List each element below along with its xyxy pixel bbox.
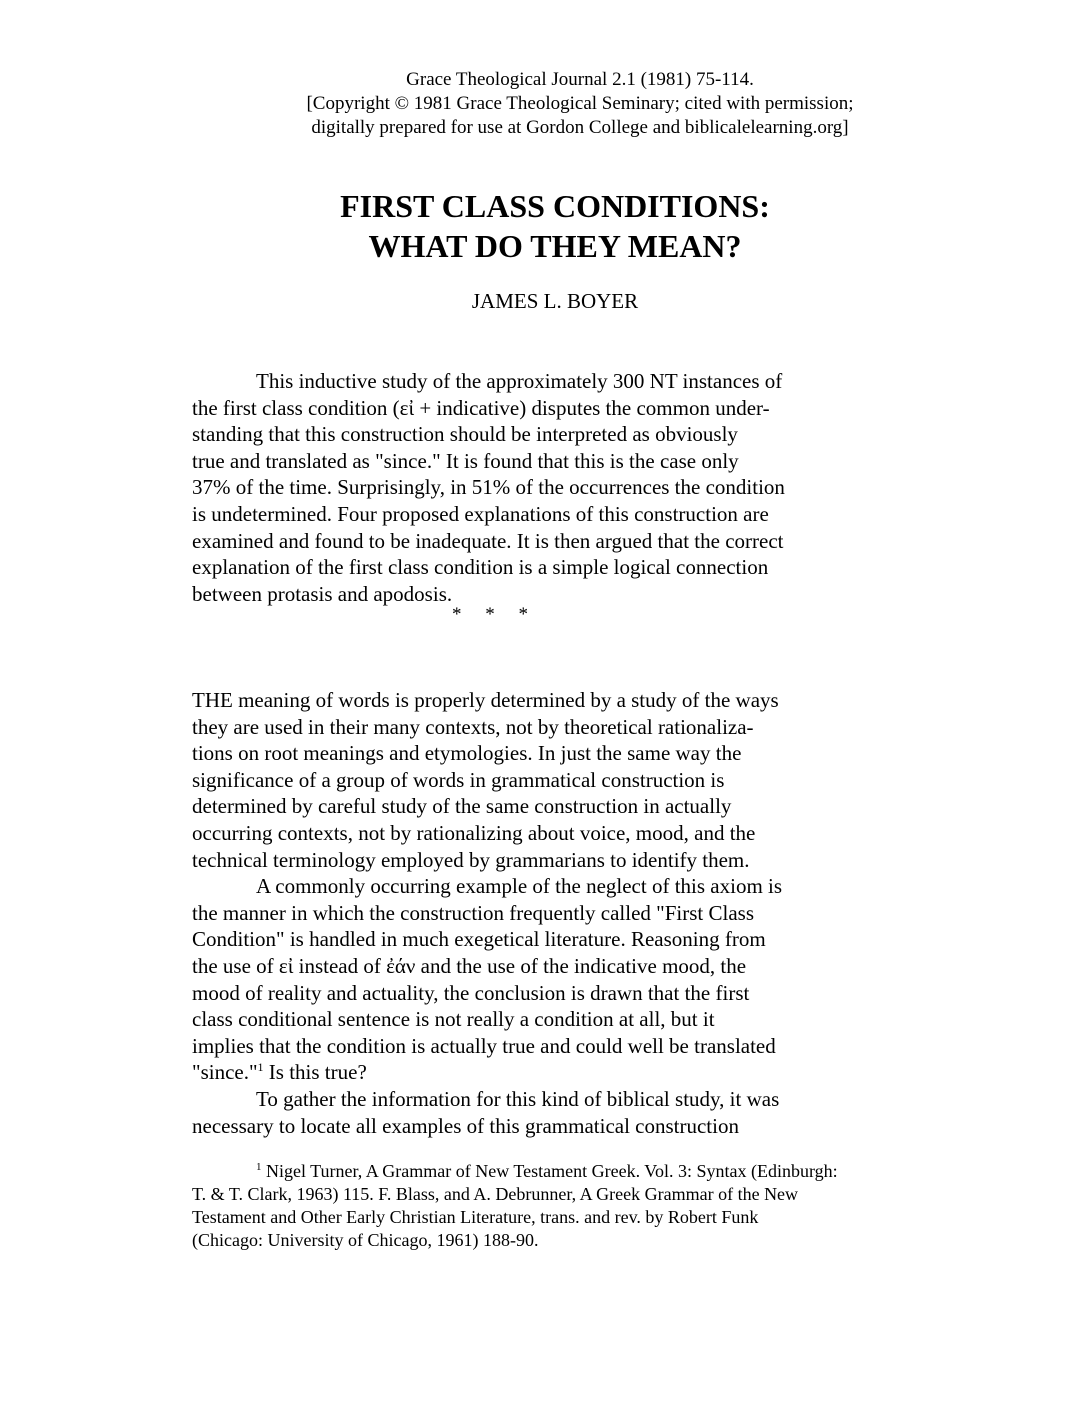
footnote-line: Testament and Other Early Christian Literature, trans. and rev. by Robert Funk bbox=[192, 1207, 759, 1227]
abstract bbox=[192, 368, 892, 607]
footnote bbox=[192, 1160, 912, 1252]
digital-preparation-notice: digitally prepared for use at Gordon College and biblicalelearning.org] bbox=[311, 117, 849, 138]
abstract-line: the first class condition (εἰ + indicative) disputes the common under- bbox=[192, 395, 770, 420]
abstract-line: between protasis and apodosis. bbox=[192, 581, 453, 606]
body-line: To gather the information for this kind of biblical study, it was bbox=[256, 1086, 780, 1111]
title-line-1: FIRST CLASS CONDITIONS: bbox=[340, 188, 770, 224]
since-quote: "since." bbox=[192, 1060, 258, 1085]
body-line: tions on root meanings and etymologies. In just the same way the bbox=[192, 741, 742, 766]
body-line: they are used in their many contexts, not by theoretical rationaliza- bbox=[192, 714, 754, 739]
body-line: technical terminology employed by grammarians to identify them. bbox=[192, 847, 750, 872]
body-line: mood of reality and actuality, the conclusion is drawn that the first bbox=[192, 980, 750, 1005]
abstract-line: explanation of the first class condition is a simple logical connection bbox=[192, 555, 769, 580]
article-title bbox=[190, 186, 920, 266]
author-name: JAMES L. BOYER bbox=[471, 289, 639, 313]
body-line: the manner in which the construction frequently called "First Class bbox=[192, 900, 755, 925]
footnote-marker: 1 bbox=[256, 1161, 262, 1173]
abstract-line: standing that this construction should be interpreted as obviously bbox=[192, 422, 738, 447]
abstract-line: is undetermined. Four proposed explanations of this construction are bbox=[192, 501, 769, 526]
footnote-line: (Chicago: University of Chicago, 1961) 188-90. bbox=[192, 1230, 539, 1250]
title-line-2: WHAT DO THEY MEAN? bbox=[368, 228, 742, 264]
footnote-text: Nigel Turner, A Grammar of New Testament Greek. Vol. 3: Syntax (Edinburgh: bbox=[261, 1161, 838, 1181]
abstract-line: This inductive study of the approximately 300 NT instances of bbox=[256, 369, 783, 393]
abstract-line: 37% of the time. Surprisingly, in 51% of the occurrences the condition bbox=[192, 475, 785, 500]
body-text bbox=[192, 687, 892, 1139]
abstract-line: examined and found to be inadequate. It is then argued that the correct bbox=[192, 528, 784, 553]
footnote-line bbox=[192, 1160, 912, 1183]
body-line: significance of a group of words in grammatical construction is bbox=[192, 767, 725, 792]
journal-citation: Grace Theological Journal 2.1 (1981) 75-114. bbox=[406, 69, 754, 90]
section-separator: * * * bbox=[452, 604, 528, 625]
body-line: A commonly occurring example of the neglect of this axiom is bbox=[256, 874, 783, 899]
body-line: implies that the condition is actually true and could well be translated bbox=[192, 1033, 776, 1058]
body-line: THE meaning of words is properly determined by a study of the ways bbox=[192, 688, 779, 712]
footnote-line: T. & T. Clark, 1963) 115. F. Blass, and A. Debrunner, A Greek Grammar of the New bbox=[192, 1184, 799, 1204]
journal-citation-header bbox=[250, 68, 910, 140]
body-line: occurring contexts, not by rationalizing about voice, mood, and the bbox=[192, 820, 756, 845]
footnote-reference[interactable]: 1 bbox=[257, 1060, 264, 1075]
abstract-line: true and translated as "since." It is found that this is the case only bbox=[192, 448, 739, 473]
body-line: class conditional sentence is not really a condition at all, but it bbox=[192, 1007, 715, 1032]
body-line: Condition" is handled in much exegetical literature. Reasoning from bbox=[192, 927, 766, 952]
body-line-with-footnote bbox=[192, 1059, 892, 1086]
body-line: determined by careful study of the same construction in actually bbox=[192, 794, 732, 819]
body-line: necessary to locate all examples of this grammatical construction bbox=[192, 1113, 739, 1138]
body-line: the use of εἰ instead of ἐάν and the use of the indicative mood, the bbox=[192, 953, 747, 978]
rhetorical-question: Is this true? bbox=[263, 1060, 367, 1085]
copyright-notice: [Copyright © 1981 Grace Theological Seminary; cited with permission; bbox=[306, 93, 854, 114]
